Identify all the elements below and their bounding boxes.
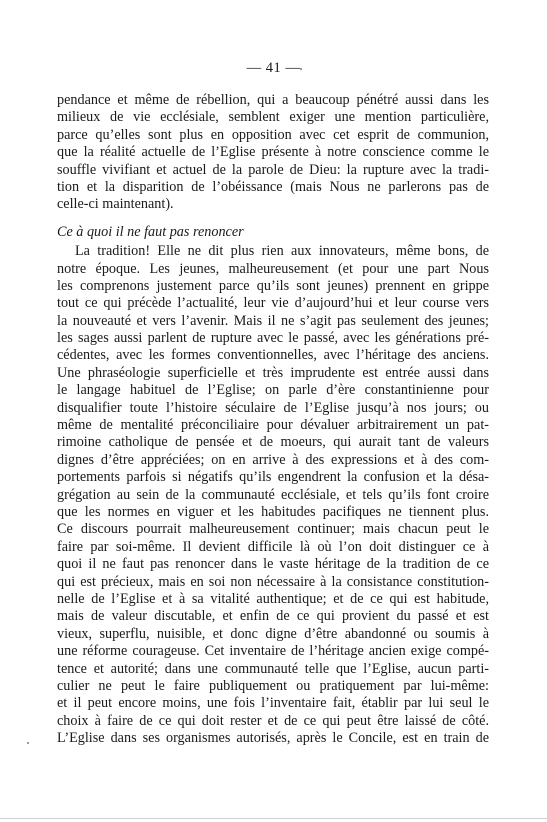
text-line: quoi il ne faut pas renoncer dans le vaste héritage de la tradition de ce (57, 556, 489, 573)
text-line: Une phraséologie superficielle et très imprudente est entrée aussi dans (57, 364, 489, 381)
text-line: notre époque. Les jeunes, malheureusement (et pour une part Nous (57, 260, 489, 277)
text-line: parce qu’elles sont plus en opposition avec cet esprit de communion, (57, 126, 489, 143)
text-line: vieux, superflu, nuisible, et donc digne d’être abandonné ou soumis à (57, 625, 489, 642)
text-line: celle-ci maintenant). (57, 196, 174, 213)
text-line: que les normes en viguer et les habitudes pacifiques ne tiennent plus. (57, 503, 489, 520)
body-text (57, 92, 489, 747)
text-line: tion et la disparition de l’obéissance (mais Nous ne parlerons pas de (57, 178, 489, 195)
text-line: faire par soi-même. Il devient difficile là où l’on doit distinguer ce à (57, 538, 489, 555)
text-line: tence et autorité; dans une communauté telle que l’Eglise, aucun parti- (57, 660, 489, 677)
section-heading: Ce à quoi il ne faut pas renoncer (57, 223, 244, 240)
text-line: pendance et même de rébellion, qui a beaucoup pénétré aussi dans les (57, 92, 489, 108)
paragraph-1 (57, 92, 489, 214)
text-line: portements parfois si négatifs qu’ils engendrent la confusion et la désa- (57, 469, 489, 486)
text-line: disqualifier toute l’histoire séculaire de l’Eglise jusqu’à nos jours; ou (57, 399, 489, 416)
text-line: les comprenons justement parce qu’ils sont jeunes) prennent en grippe (57, 277, 489, 294)
page-edge-line (0, 818, 547, 819)
text-line: rimoine catholique de pensée et de moeurs, qui aurait tant de valeurs (57, 434, 489, 451)
text-line: Ce discours pourrait malheureusement continuer; mais chacun peut le (57, 521, 489, 538)
text-line: milieux de vie ecclésiale, semblent exiger une mention particulière, (57, 109, 489, 126)
text-line: grégation au sein de la communauté ecclésiale, et tels qu’ils font croire (57, 486, 489, 503)
text-line: La tradition! Elle ne dit plus rien aux innovateurs, même bons, de (75, 243, 489, 260)
text-line: la nouveauté et vers l’avenir. Mais il ne s’agit pas seulement des jeunes; (57, 312, 489, 329)
page-number: — 41 — (246, 60, 301, 76)
text-line: tout ce qui précède l’actualité, leur vie d’aujourd’hui et leur course vers (57, 295, 489, 312)
text-line: une réforme courageuse. Cet inventaire de l’héritage ancien exige compé- (57, 643, 489, 660)
scan-speck (27, 742, 29, 744)
scan-speck (300, 68, 302, 70)
text-line: choix à faire de ce qui doit rester et de ce qui peut être laissé de côté. (57, 712, 489, 729)
text-line: nelle de l’Eglise et à sa vitalité authentique; et de ce qui est habitude, (57, 590, 489, 607)
text-line: souffle vivifiant et actuel de la parole de Dieu: la rupture avec la tradi- (57, 161, 489, 178)
text-line: L’Eglise dans ses organismes autorisés, après le Concile, est en train de (57, 730, 489, 747)
text-line: qui est précieux, mais en soi non nécessaire à la consistance constitution- (57, 573, 489, 590)
text-line: même de mentalité préconciliaire pour dévaluer arbitrairement un pat- (57, 417, 489, 434)
paragraph-2 (57, 243, 489, 747)
text-line: les sages aussi parlent de rupture avec le passé, avec les générations pré- (57, 330, 489, 347)
text-line: culier ne peut le faire publiquement ou pratiquement par lui-même: (57, 677, 489, 694)
text-line: que la réalité actuelle de l’Eglise présente à notre conscience comme le (57, 144, 489, 161)
text-line: dignes d’être appréciées; on en arrive à des expressions et à des com- (57, 451, 489, 468)
text-line: mais de valeur discutable, et enfin de ce qui provient du passé et est (57, 608, 489, 625)
text-line: cédentes, avec les formes conventionnelles, avec l’héritage des anciens. (57, 347, 489, 364)
text-line: le langage habituel de l’Eglise; on parle d’ère constantinienne pour (57, 382, 489, 399)
text-line: et il peut encore moins, une fois l’inventaire fait, établir par lui seul le (57, 695, 489, 712)
